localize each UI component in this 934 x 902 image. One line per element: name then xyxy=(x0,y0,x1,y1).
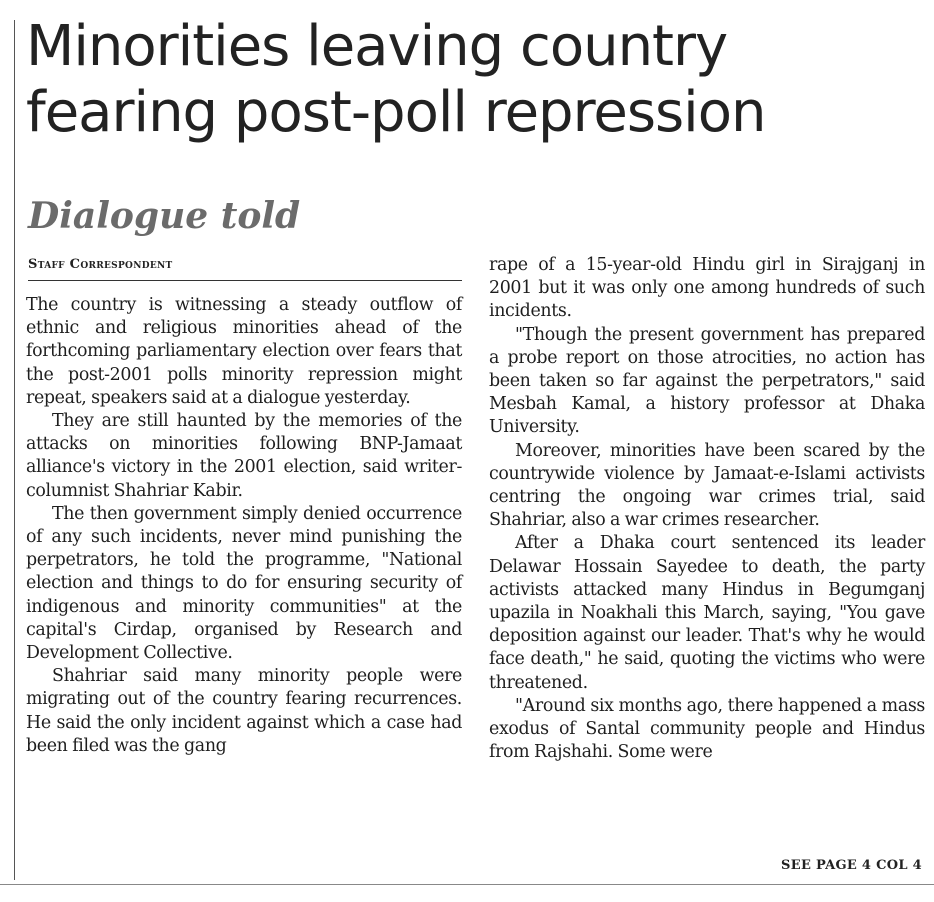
column-rule-left xyxy=(14,20,15,880)
continued-jump-line: SEE PAGE 4 COL 4 xyxy=(781,858,922,873)
byline: Staff Correspondent xyxy=(28,256,462,281)
paragraph: The then government simply denied occurrence of any such incidents, never mind punishing the perpetrators, he told the programme, "National election and things to do for ensuring security of indigenous and minority communities" at the capital's Cirdap, organised by Research and Development Collective. xyxy=(26,503,462,664)
paragraph: rape of a 15-year-old Hindu girl in Sirajganj in 2001 but it was only one among hundreds of such incidents. xyxy=(489,255,925,322)
deck-subheading: Dialogue told xyxy=(28,195,301,237)
headline-line-1: Minorities leaving country xyxy=(26,14,728,79)
headline-line-2: fearing post-poll repression xyxy=(26,80,766,145)
paragraph: They are still haunted by the memories of the attacks on minorities following BNP-Jamaat alliance's victory in the 2001 election, said writer-columnist Shahriar Kabir. xyxy=(26,411,462,501)
paragraph: "Around six months ago, there happened a mass exodus of Santal community people and Hindus from Rajshahi. Some were xyxy=(489,695,925,763)
paragraph: The country is witnessing a steady outflow of ethnic and religious minorities ahead of the forthcoming parliamentary election over fears that the post-2001 polls minority repression might repeat, speakers said at a dialogue yesterday. xyxy=(26,295,462,408)
article-column-1 xyxy=(26,294,462,758)
paragraph: Shahriar said many minority people were migrating out of the country fearing recurrences. He said the only incident against which a case had been filed was the gang xyxy=(26,666,462,756)
column-rule-bottom xyxy=(0,884,934,885)
paragraph: After a Dhaka court sentenced its leader Delawar Hossain Sayedee to death, the party activists attacked many Hindus in Begumganj upazila in Noakhali this March, saying, "You gave deposition against our leader. That's why he would face death," he said, quoting the victims who were threatened. xyxy=(489,533,925,693)
paragraph: "Though the present government has prepared a probe report on those atrocities, no action has been taken so far against the perpetrators," said Mesbah Kamal, a history professor at Dhaka University. xyxy=(489,324,925,438)
headline xyxy=(26,14,926,146)
paragraph: Moreover, minorities have been scared by the countrywide violence by Jamaat-e-Islami activists centring the ongoing war crimes trial, said Shahriar, also a war crimes researcher. xyxy=(489,440,925,531)
article-column-2 xyxy=(489,254,925,764)
